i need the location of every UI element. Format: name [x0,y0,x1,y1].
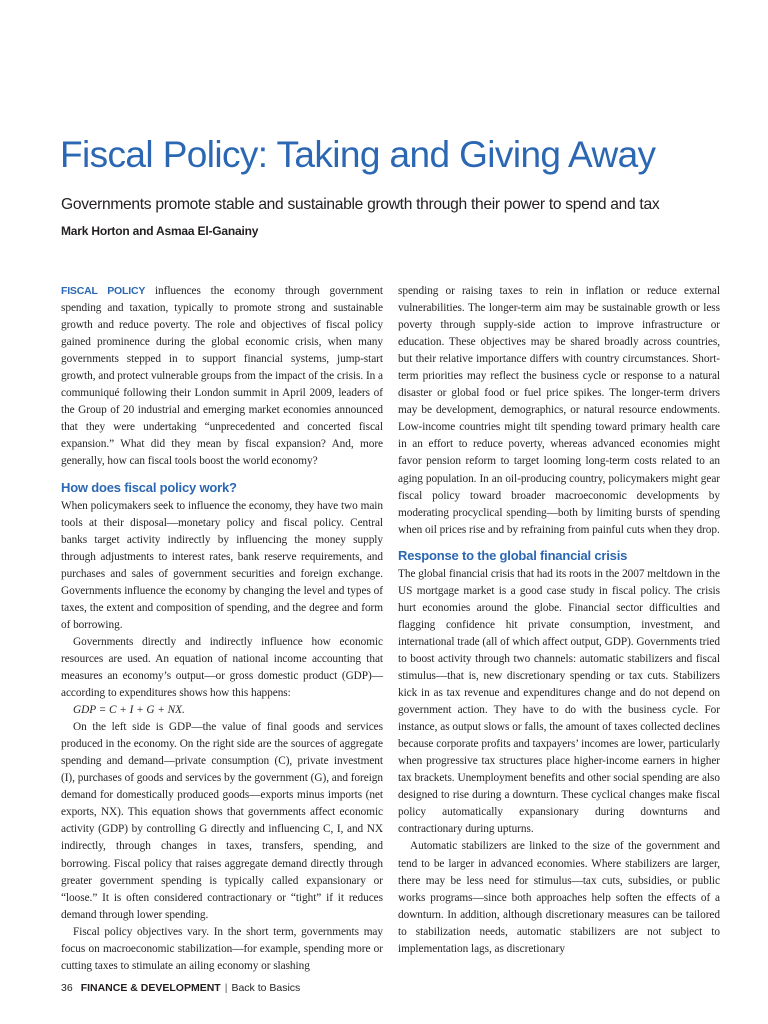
article-title: Fiscal Policy: Taking and Giving Away [60,134,656,175]
gdp-equation: GDP = C + I + G + NX. [73,704,185,717]
section-name: Back to Basics [231,982,301,994]
article-subtitle: Governments promote stable and sustainable growth through their power to spend and tax [61,196,660,213]
right-paragraph-3: Automatic stabilizers are linked to the size of the government and tend to be larger in advanced economies. Where stabilizers are larger, there may be less need for stimulus—tax cuts, subsidies, or public works programs—since both approaches help soften the effects of a downturn. In addition, although discretionary measures can be tailored to stabilization needs, automatic stabilizers are not subject to implementation lags, as discretionary [398,840,720,955]
magazine-name: FINANCE & DEVELOPMENT [80,982,221,994]
page-footer [61,982,300,994]
left-paragraph-5: Fiscal policy objectives vary. In the short term, governments may focus on macroeconomic stabilization—for example, spending more or cutting taxes to stimulate an ailing economy or slashing [61,925,383,972]
left-paragraph-4: On the left side is GDP—the value of final goods and services produced in the economy. On the right side are the sources of aggregate spending and demand—private consumption (C), private investment (I), purchases of goods and services by the government (G), and foreign demand for domestically produced goods—exports minus imports (net exports, NX). This equation shows that governments affect economic activity (GDP) by controlling G directly and influencing C, I, and NX indirectly, through changes in taxes, transfers, spending, and borrowing. Fiscal policy that raises aggregate demand directly through greater government spending is typically called expansionary or “loose.” It is often considered contractionary or “tight” if it reduces demand through lower spending. [61,721,383,921]
right-paragraph-1: spending or raising taxes to rein in inflation or reduce external vulnerabilities. The longer-term aim may be sustainable growth or less poverty through supply-side action to improve infrastructure or education. These objectives may be shared broadly across countries, but their relative importance differs with country circumstances. Short-term priorities may reflect the business cycle or response to a natural disaster or global food or fuel price spikes. The longer-term drivers may be development, demographics, or natural resource endowments. Low-income countries might tilt spending toward primary health care in an effort to reduce poverty, whereas advanced economies might favor pension reform to target looming long-term costs related to an aging population. In an oil-producing country, policymakers might gear fiscal policy toward broader macroeconomic developments by moderating procyclical spending—both by limiting bursts of spending when oil prices rise and by refraining from painful cuts when they drop. [398,285,720,536]
left-column [61,283,383,975]
left-paragraph-1 [61,283,383,471]
right-column [398,283,720,958]
right-paragraph-2: The global financial crisis that had its roots in the 2007 meltdown in the US mortgage market is a good case study in fiscal policy. The crisis hurt economies around the globe. Financial sector difficulties and flagging confidence hit private consumption, investment, and international trade (all of which affect output, GDP). Governments tried to boost activity through two channels: automatic stabilizers and fiscal stimulus—that is, new discretionary spending or tax cuts. Stabilizers kick in as tax revenue and expenditures change and do not depend on government action. They have to do with the business cycle. For instance, as output slows or falls, the amount of taxes collected declines because corporate profits and taxpayers’ incomes are lower, particularly when progressive tax structures place higher-income earners in higher tax brackets. Unemployment benefits and other social spending are also designed to rise during a downturn. These cyclical changes make fiscal policy automatically expansionary during downturns and contractionary during upturns. [398,567,720,836]
section-heading-how-fiscal-policy-works: How does fiscal policy work? [61,479,237,495]
left-paragraph-2: When policymakers seek to influence the economy, they have two main tools at their disposal—monetary policy and fiscal policy. Central banks target activity indirectly by influencing the money supply through adjustments to interest rates, bank reserve requirements, and purchases and sales of government securities and foreign exchange. Governments influence the economy by changing the level and types of taxes, the extent and composition of spending, and the degree and form of borrowing. [61,499,383,631]
left-paragraph-1-text: influences the economy through government spending and taxation, typically to promote strong and sustainable growth and reduce poverty. The role and objectives of fiscal policy gained prominence during the global economic crisis, when many governments stepped in to support financial systems, jump-start growth, and protect vulnerable groups from the impact of the crisis. In a communiqué following their London summit in April 2009, leaders of the Group of 20 industrial and emerging market economies announced that they were undertaking “unprecedented and concerted fiscal expansion.” What did they mean by fiscal expansion? And, more generally, how can fiscal tools boost the world economy? [61,285,383,468]
footer-separator: | [224,982,228,994]
lead-in: FISCAL POLICY [61,285,146,297]
left-paragraph-3: Governments directly and indirectly influence how economic resources are used. An equation of national income accounting that measures an economy’s output—or gross domestic product (GDP)—according to expenditures shows how this happens: [61,635,383,700]
page-number: 36 [61,982,73,994]
article-authors: Mark Horton and Asmaa El-Ganainy [61,224,259,238]
section-heading-global-crisis: Response to the global financial crisis [398,547,628,563]
